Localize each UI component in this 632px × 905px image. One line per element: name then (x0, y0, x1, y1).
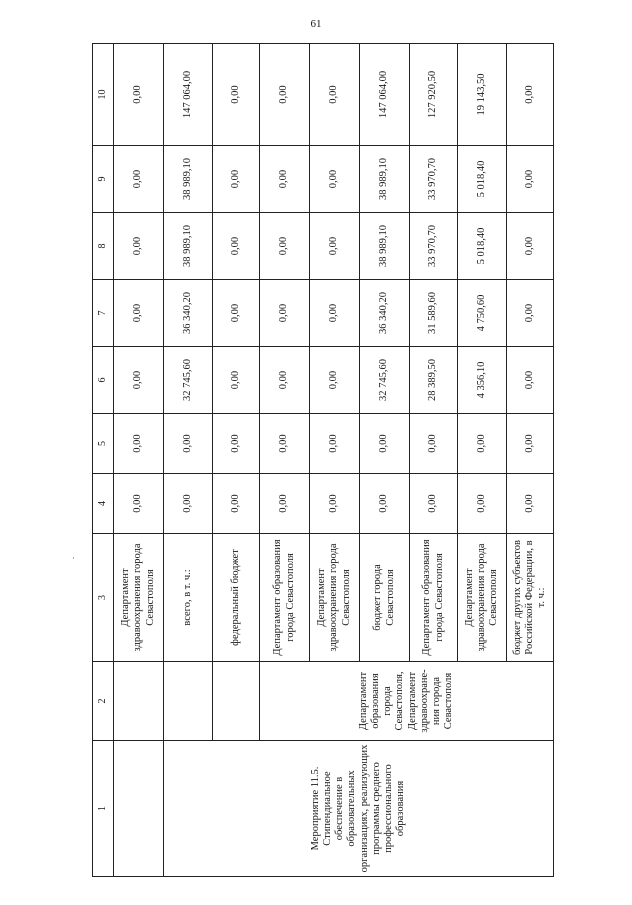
value-cell: 0,00 (114, 44, 164, 146)
col-header: 8 (93, 213, 114, 280)
value-cell: 38 989,10 (360, 213, 410, 280)
value-cell: 0,00 (360, 474, 410, 534)
measure-cell: Мероприятие 11.5. Стипендиальное обеспечение в образовательных организациях, реализующих программы среднего профессионального образования (164, 741, 554, 877)
value-cell: 0,00 (114, 146, 164, 213)
col-header: 2 (93, 662, 114, 741)
empty-cell (114, 741, 164, 877)
source-cell: федеральный бюджет (213, 534, 260, 662)
value-cell: 0,00 (260, 146, 310, 213)
value-cell: 127 920,50 (410, 44, 458, 146)
col-header: 5 (93, 414, 114, 474)
value-cell: 0,00 (507, 474, 554, 534)
source-cell: бюджет города Севастополя (360, 534, 410, 662)
col-header: 4 (93, 474, 114, 534)
executor-cell: Департамент образования города Севастополя, Департамент здравоохране-ния города Севастополя (260, 662, 554, 741)
value-cell: 0,00 (410, 414, 458, 474)
empty-cell (114, 662, 164, 741)
value-cell: 38 989,10 (164, 213, 213, 280)
value-cell: 0,00 (310, 44, 360, 146)
source-cell: Департамент образования города Севастополя (410, 534, 458, 662)
table-row (164, 44, 213, 877)
value-cell: 0,00 (507, 414, 554, 474)
value-cell: 0,00 (507, 146, 554, 213)
value-cell: 147 064,00 (360, 44, 410, 146)
value-cell: 0,00 (260, 280, 310, 347)
value-cell: 0,00 (310, 213, 360, 280)
value-cell: 38 989,10 (164, 146, 213, 213)
value-cell: 0,00 (260, 474, 310, 534)
value-cell: 0,00 (114, 347, 164, 414)
value-cell: 0,00 (507, 347, 554, 414)
value-cell: 0,00 (114, 213, 164, 280)
value-cell: 5 018,40 (458, 146, 507, 213)
value-cell: 0,00 (114, 280, 164, 347)
value-cell: 0,00 (114, 474, 164, 534)
table-row (114, 44, 164, 877)
value-cell: 0,00 (164, 414, 213, 474)
value-cell: 36 340,20 (360, 280, 410, 347)
source-cell: Департамент здравоохранения города Севастополя (310, 534, 360, 662)
value-cell: 0,00 (310, 347, 360, 414)
value-cell: 4 750,60 (458, 280, 507, 347)
value-cell: 32 745,60 (360, 347, 410, 414)
rotated-table-wrapper (92, 44, 548, 877)
source-cell: Департамент образования города Севастополя (260, 534, 310, 662)
value-cell: 0,00 (260, 414, 310, 474)
value-cell: 33 970,70 (410, 146, 458, 213)
value-cell: 5 018,40 (458, 213, 507, 280)
value-cell: 0,00 (458, 474, 507, 534)
value-cell: 0,00 (360, 414, 410, 474)
value-cell: 0,00 (507, 280, 554, 347)
header-row (93, 44, 114, 877)
source-cell: всего, в т. ч.: (164, 534, 213, 662)
value-cell: 0,00 (213, 414, 260, 474)
value-cell: 36 340,20 (164, 280, 213, 347)
col-header: 1 (93, 741, 114, 877)
value-cell: 0,00 (213, 146, 260, 213)
col-header: 9 (93, 146, 114, 213)
col-header: 3 (93, 534, 114, 662)
col-header: 6 (93, 347, 114, 414)
value-cell: 0,00 (310, 474, 360, 534)
value-cell: 4 356,10 (458, 347, 507, 414)
value-cell: 31 589,60 (410, 280, 458, 347)
source-cell: Департамент здравоохранения города Севастополя (114, 534, 164, 662)
budget-table (92, 43, 554, 877)
value-cell: 0,00 (458, 414, 507, 474)
value-cell: 32 745,60 (164, 347, 213, 414)
value-cell: 0,00 (260, 44, 310, 146)
page-number: 61 (310, 18, 322, 30)
value-cell: 147 064,00 (164, 44, 213, 146)
value-cell: 0,00 (260, 347, 310, 414)
value-cell: 19 143,50 (458, 44, 507, 146)
value-cell: 0,00 (507, 44, 554, 146)
value-cell: 38 989,10 (360, 146, 410, 213)
value-cell: 0,00 (213, 347, 260, 414)
value-cell: 0,00 (310, 280, 360, 347)
value-cell: 0,00 (213, 474, 260, 534)
value-cell: 0,00 (114, 414, 164, 474)
value-cell: 0,00 (213, 44, 260, 146)
value-cell: 0,00 (260, 213, 310, 280)
value-cell: 0,00 (310, 146, 360, 213)
empty-cell (164, 662, 213, 741)
value-cell: 0,00 (310, 414, 360, 474)
value-cell: 33 970,70 (410, 213, 458, 280)
col-header: 10 (93, 44, 114, 146)
value-cell: 0,00 (213, 213, 260, 280)
source-cell: Департамент здравоохранения города Севастополя (458, 534, 507, 662)
value-cell: 0,00 (213, 280, 260, 347)
empty-cell (213, 662, 260, 741)
value-cell: 0,00 (507, 213, 554, 280)
value-cell: 0,00 (164, 474, 213, 534)
scan-mark: · (72, 554, 75, 563)
source-cell: бюджет других субъектов Российской Федерации, в т. ч.: (507, 534, 554, 662)
value-cell: 28 389,50 (410, 347, 458, 414)
col-header: 7 (93, 280, 114, 347)
value-cell: 0,00 (410, 474, 458, 534)
